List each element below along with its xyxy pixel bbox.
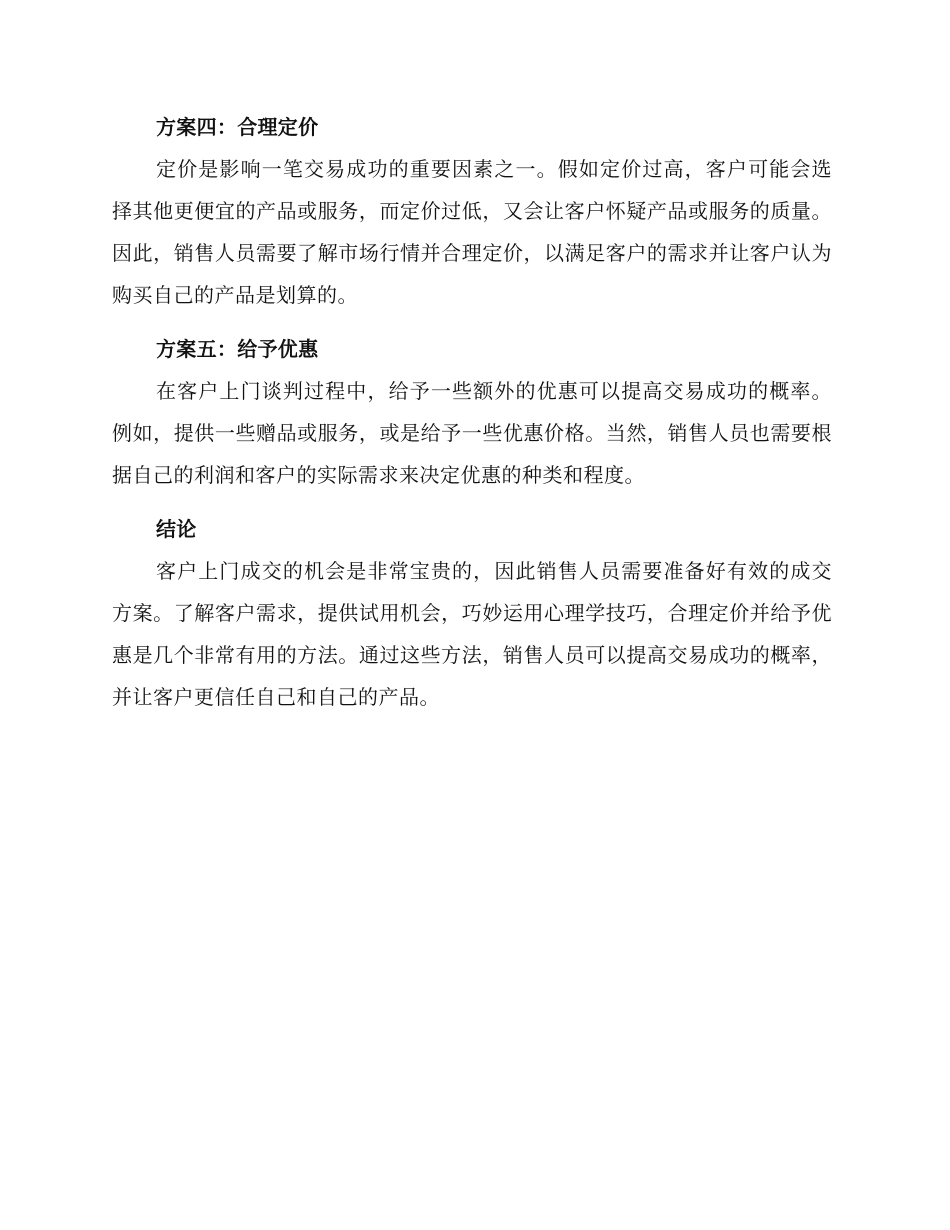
section-heading: 方案五：给予优惠	[156, 337, 319, 361]
section-discount	[112, 328, 832, 496]
section-pricing	[112, 106, 832, 316]
section-heading: 结论	[156, 517, 197, 541]
section-paragraph: 客户上门成交的机会是非常宝贵的，因此销售人员需要准备好有效的成交方案。了解客户需求，提供试用机会，巧妙运用心理学技巧，合理定价并给予优惠是几个非常有用的方法。通过这些方法，销售人员可以提高交易成功的概率，并让客户更信任自己和自己的产品。	[112, 559, 832, 709]
section-paragraph: 定价是影响一笔交易成功的重要因素之一。假如定价过高，客户可能会选择其他更便宜的产品或服务，而定价过低，又会让客户怀疑产品或服务的质量。因此，销售人员需要了解市场行情并合理定价，以满足客户的需求并让客户认为购买自己的产品是划算的。	[112, 157, 832, 307]
section-heading: 方案四：合理定价	[156, 115, 319, 139]
section-conclusion	[112, 508, 832, 718]
section-paragraph: 在客户上门谈判过程中，给予一些额外的优惠可以提高交易成功的概率。例如，提供一些赠品或服务，或是给予一些优惠价格。当然，销售人员也需要根据自己的利润和客户的实际需求来决定优惠的种类和程度。	[112, 379, 832, 487]
document-page	[112, 106, 832, 730]
